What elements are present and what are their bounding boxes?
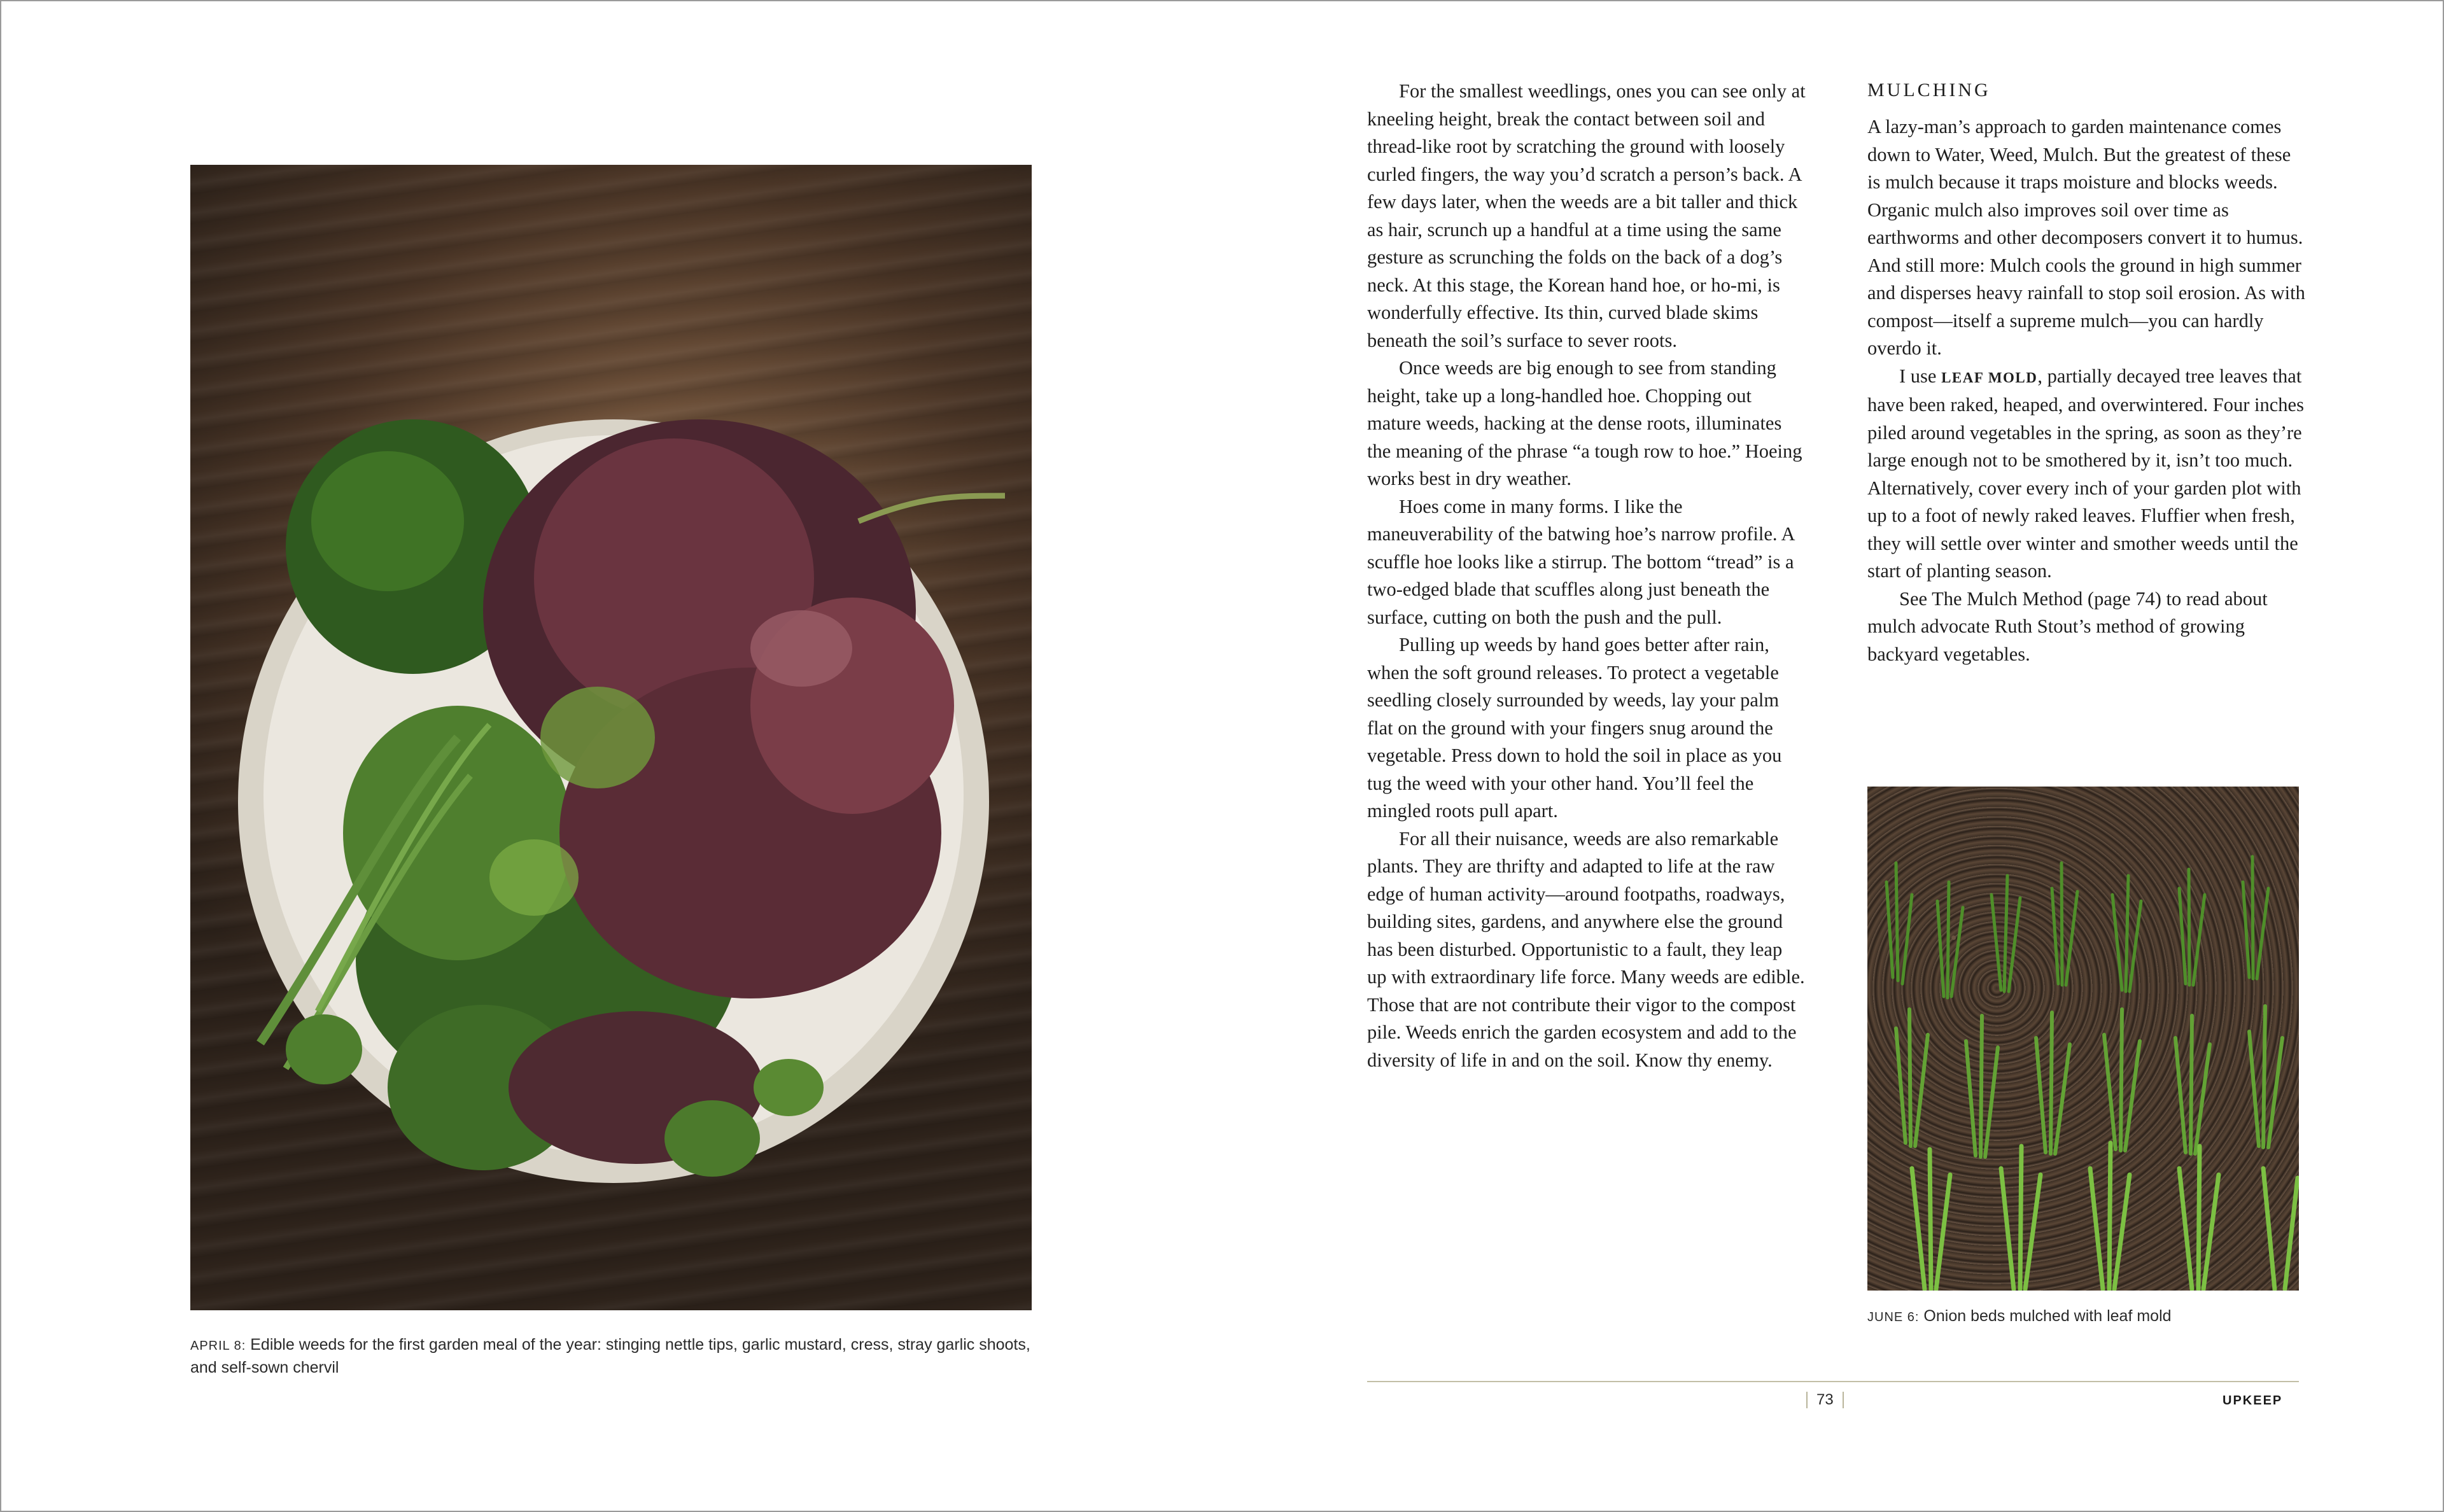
- section-heading-mulching: MULCHING: [1867, 80, 1991, 101]
- caption-text: Onion beds mulched with leaf mold: [1923, 1307, 2172, 1325]
- onion-beds-photo: [1867, 787, 2299, 1291]
- text-column-weeding: [1367, 78, 1806, 1074]
- paragraph: Once weeds are big enough to see from standing height, take up a long-handled hoe. Chopping out mature weeds, hacking at the dense roots, illuminates the meaning of the phrase “a tough row to hoe.” Hoeing works best in dry weather.: [1367, 357, 1802, 489]
- paragraph: Pulling up weeds by hand goes better after rain, when the soft ground releases. To protect a vegetable seedling closely surrounded by weeds, lay your palm flat on the ground with your fingers snug around the vegetable. Press down to hold the soil in place as you tug the weed with your other hand. You’ll feel the mingled roots pull apart.: [1367, 634, 1782, 822]
- paragraph: A lazy-man’s approach to garden maintenance comes down to Water, Weed, Mulch. But the greatest of these is mulch because it traps moisture and blocks weeds. Organic mulch also improves soil over time as earthworms and other decomposers convert it to humus. And still more: Mulch cools the ground in high summer and disperses heavy rainfall to stop soil erosion. As with compost—itself a supreme mulch—you can hardly overdo it.: [1867, 116, 2305, 359]
- photo-caption-onion-beds: [1867, 1307, 2172, 1326]
- page-number: [1806, 1391, 1844, 1409]
- running-head: UPKEEP: [2223, 1394, 2283, 1408]
- paragraph-lead: I use: [1899, 365, 1937, 387]
- folio-divider: [1806, 1392, 1808, 1408]
- paragraph-rest: , partially decayed tree leaves that have been raked, heaped, and overwintered. Four inches piled around vegetables in the spring, as soon as they’re large enough not to be smothered by it, isn’t too much. Alternatively, cover every inch of your garden plot with up to a foot of newly raked leaves. Fluffier when fresh, they will settle over winter and smother weeds until the start of planting season.: [1867, 365, 2304, 582]
- paragraph: See The Mulch Method (page 74) to read about mulch advocate Ruth Stout’s method of growing backyard vegetables.: [1867, 587, 2268, 665]
- caption-date: JUNE 6:: [1867, 1310, 1920, 1324]
- paragraph: For the smallest weedlings, ones you can see only at kneeling height, break the contact between soil and thread-like root by scratching the ground with loosely curled fingers, the way you’d scratch a person’s back. A few days later, when the weeds are a bit taller and thick as hair, scrunch up a handful at a time using the same gesture as scrunching the folds on the back of a dog’s neck. At this stage, the Korean hand hoe, or ho-mi, is wonderfully effective. Its thin, curved blade skims beneath the soil’s surface to sever roots.: [1367, 80, 1806, 351]
- folio-divider: [1843, 1392, 1844, 1408]
- text-column-mulching: [1867, 78, 2307, 668]
- paragraph: For all their nuisance, weeds are also remarkable plants. They are thrifty and adapted to life at the raw edge of human activity—around footpaths, roadways, building sites, gardens, and anywhere else the ground has been disturbed. Opportunistic to a fault, they leap up with extraordinary life force. Many weeds are edible. Those that are not contribute their vigor to the compost pile. Weeds enrich the garden ecosystem and add to the diversity of life in and on the soil. Know thy enemy.: [1367, 827, 1805, 1071]
- paragraph: Hoes come in many forms. I like the maneuverability of the batwing hoe’s narrow profile. A scuffle hoe looks like a stirrup. The bottom “tread” is a two-edged blade that scuffles along just beneath the surface, cutting on both the push and the pull.: [1367, 495, 1794, 628]
- edible-weeds-photo: [190, 165, 1032, 1310]
- footer-rule: [1367, 1381, 2299, 1382]
- photo-edible-weeds-plate-icon: [190, 165, 1032, 1310]
- term-leaf-mold: LEAF MOLD: [1941, 369, 2038, 386]
- paragraph-leaf-mold: [1867, 363, 2307, 585]
- page-number-text: 73: [1816, 1391, 1834, 1408]
- photo-onion-beds-icon: [1867, 787, 2299, 1291]
- caption-date: APRIL 8:: [190, 1339, 246, 1353]
- photo-caption-edible-weeds: [190, 1334, 1043, 1378]
- caption-text: Edible weeds for the first garden meal of the year: stinging nettle tips, garlic mustard, cress, stray garlic shoots, and self-sown chervil: [190, 1336, 1030, 1376]
